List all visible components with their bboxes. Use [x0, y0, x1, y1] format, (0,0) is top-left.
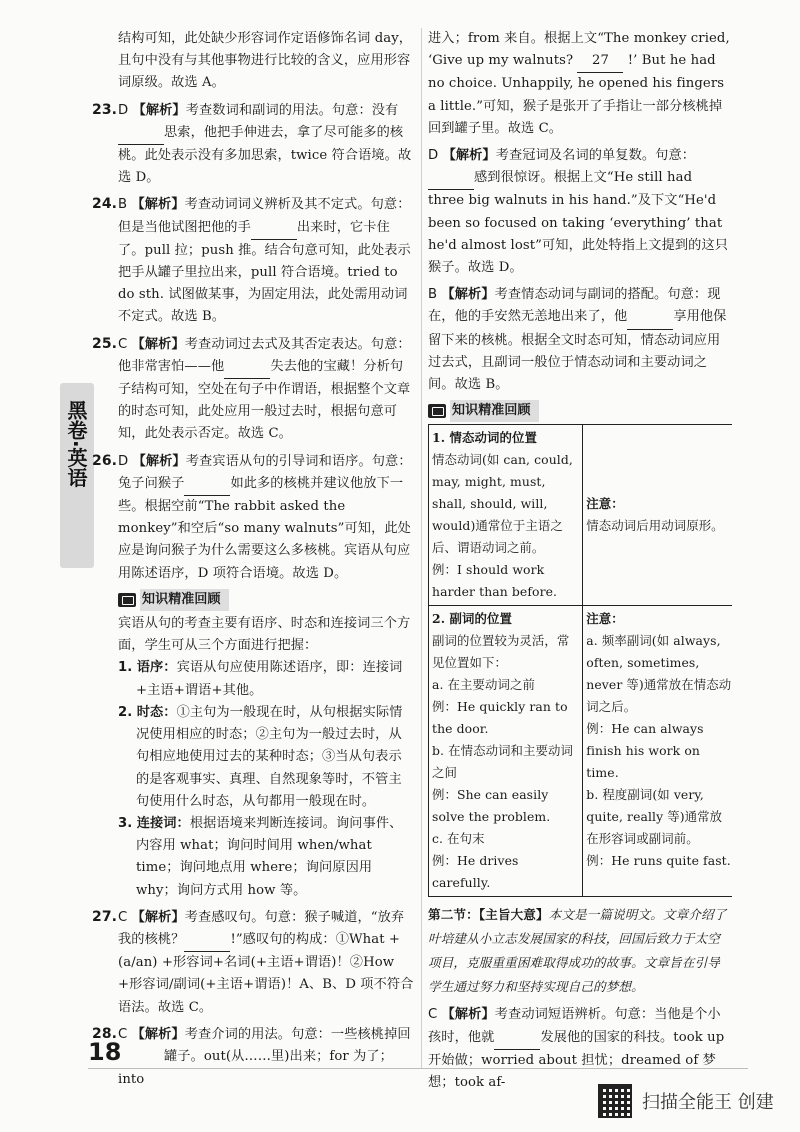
analysis-text: 出来时，它卡住了。pull 拉；push 推。结合句意可知，此处表示把手从罐子里拉出来，pull 符合语境。tried to do sth. 试图做某事，为固定用法，此处需用动词不定式。故选 B。: [118, 219, 411, 325]
review-points: [118, 657, 414, 901]
blank: [184, 929, 230, 952]
point-text: ①主句为一般现在时，从句根据实际情况使用相应的时态；②主句为一般过去时，从句相应地使用过去的某种时态；③当从句表示的是客观事实、真理、自然现象等时，不管主句使用什么时态，从句都用一般现在时。: [136, 704, 403, 809]
analysis-text: 享用他保留下来的核桃。根据全文时态可知，情态动词应用过去式，且副词一般位于情态动词和主要动词之间。故选 B。: [428, 309, 727, 393]
cell-text: c. 在句末: [432, 831, 485, 847]
continued-text: 结构可知，此处缺少形容词作定语修饰名词 day，且句中没有与其他事物进行比较的含义，应用形容词原级。故选 A。: [118, 31, 413, 91]
answer-letter: C: [118, 909, 128, 925]
point-heading: 连接词：: [136, 815, 190, 831]
answer-30: [428, 283, 732, 396]
knowledge-review-header: [118, 589, 414, 611]
cell-title: 2. 副词的位置: [432, 611, 513, 627]
cell-title: 1. 情态动词的位置: [432, 430, 537, 446]
answer-29: [428, 144, 732, 279]
point-text: 根据语境来判断连接词。询问事件、内容用 what；询问时间用 when/what time；询问地点用 where；询问原因用 why；询问方式用 how 等。: [136, 815, 403, 898]
analysis-text: !”感叹句的构成：①What + (a/an) +形容词+名词(+主语+谓语)！②How +形容词/副词(+主语+谓语)！A、B、D 项不符合语法。故选 C。: [118, 931, 414, 1015]
analysis-text: 失去他的宝藏！分析句子结构可知，空处在句子中作谓语，根据整个文章的时态可知，此处应用一般过去时，根据句意可知，此处表示否定。故选 C。: [118, 358, 411, 442]
cell-text: 情态动词后用动词原形。: [586, 518, 724, 534]
answer-31: [428, 1003, 732, 1094]
cell-text: b. 程度副词(如 very, quite, really 等)通常放在形容词或副词前。: [586, 787, 723, 847]
qr-code-icon: [598, 1084, 632, 1118]
cell-example: 例：He quickly ran to the door.: [432, 699, 568, 737]
cell-text: 副词的位置较为灵活，常见位置如下：: [432, 633, 570, 671]
analysis-text: 考查动词短语辨析。句意：当他是个小孩时，他就: [428, 1007, 721, 1045]
analysis-text: 考查介词的用法。句意：一些核桃掉回: [184, 1026, 411, 1042]
analysis-text: 考查冠词及名词的单复数。句意：: [495, 148, 696, 164]
answer-letter: C: [118, 336, 128, 352]
blank: [118, 1046, 164, 1069]
cell-text: 情态动词(如 can, could, may, might, must, shall, should, will, would)通常位于主语之后、谓语动词之前。: [432, 452, 573, 556]
table-cell: [429, 606, 583, 897]
analysis-text: 考查情态动词与副词的搭配。句意：现在，他的手安然无恙地出来了，他: [428, 287, 721, 325]
point-heading: 时态：: [136, 704, 177, 720]
review-point: [118, 657, 414, 701]
analysis-tag: 【解析】: [441, 287, 495, 303]
column-divider: [421, 28, 422, 1068]
cell-text: a. 在主要动词之前: [432, 677, 535, 693]
answer-letter: D: [428, 148, 439, 164]
answer-24: [92, 193, 414, 328]
analysis-tag: 【解析】: [131, 909, 185, 925]
note-title: 注意：: [586, 611, 624, 627]
answer-letter: B: [428, 287, 438, 303]
summary-text: 本文是一篇说明文。文章介绍了叶培建从小立志发展国家的科技，回国后致力于太空项目，克服重重困难取得成功的故事。文章旨在引导学生通过努力和坚持实现自己的梦想。: [428, 907, 727, 995]
analysis-tag: 【解析】: [131, 1026, 185, 1042]
knowledge-table: [428, 424, 732, 897]
cell-example: 例：She can easily solve the problem.: [432, 787, 551, 825]
analysis-text: 考查动词词义辨析及其不定式。句意：但是当他试图把他的手: [118, 197, 411, 235]
table-row: [429, 425, 733, 606]
point-number: 2.: [118, 704, 133, 720]
table-cell: [429, 425, 583, 606]
table-cell: [583, 606, 732, 897]
analysis-text: 如此多的核桃并建议他放下一些。根据空前“The rabbit asked the monkey”和空后“so many walnuts”可知，此处应是询问猴子为什么需要这么多核桃。宾语从句应用陈述语序，D 项符合语境。故选 D。: [118, 475, 411, 581]
point-number: 3.: [118, 815, 133, 831]
cell-example: 例：He drives carefully.: [432, 853, 519, 891]
blank: [184, 473, 230, 496]
analysis-text: 考查宾语从句的引导词和语序。句意：兔子问猴子: [118, 453, 412, 491]
answer-27: [92, 906, 414, 1019]
knowledge-review-header: [428, 400, 732, 422]
knowledge-review-title: 知识精准回顾: [450, 400, 539, 422]
blank: [251, 217, 297, 240]
scanner-watermark: [598, 1084, 774, 1118]
analysis-text: 考查动词过去式及其否定表达。句意：他非常害怕——他: [118, 336, 411, 374]
footer-rule: [88, 1068, 748, 1069]
passage-summary: [428, 903, 732, 999]
page-number: 18: [88, 1038, 122, 1066]
cell-text: b. 在情态动词和主要动词之间: [432, 743, 574, 781]
continued-text: [428, 28, 732, 140]
cell-example: 例：I should work harder than before.: [432, 562, 558, 600]
point-text: 宾语从句应使用陈述语序，即：连接词+主语+谓语+其他。: [136, 660, 403, 698]
table-cell: [583, 425, 732, 606]
answer-letter: B: [118, 197, 128, 213]
analysis-tag: 【解析】: [131, 336, 185, 352]
summary-label: 第二节：【主旨大意】: [428, 907, 549, 923]
question-number: 24.: [92, 196, 118, 213]
analysis-tag: 【解析】: [442, 148, 496, 164]
answer-23: [92, 99, 414, 190]
analysis-tag: 【解析】: [441, 1007, 495, 1023]
analysis-text: 罐子。out(从……里)出来；for 为了；into: [118, 1048, 393, 1088]
note-title: 注意：: [586, 496, 624, 512]
blank: [224, 356, 270, 379]
question-number: 25.: [92, 335, 118, 352]
blank: [428, 167, 474, 190]
blank: [627, 306, 673, 329]
analysis-text: 思索，他把手伸进去，拿了尽可能多的核桃。此处表示没有多加思索，twice 符合语境。故选 D。: [118, 124, 412, 186]
question-number: 26.: [92, 452, 118, 469]
cell-text: a. 频率副词(如 always, often, sometimes, never 等)通常放在情态动词之后。: [586, 633, 732, 715]
answer-letter: C: [428, 1007, 438, 1023]
analysis-tag: 【解析】: [131, 197, 185, 213]
cell-example: 例：He runs quite fast.: [586, 853, 731, 869]
table-row: [429, 606, 733, 897]
knowledge-review-title: 知识精准回顾: [140, 589, 229, 611]
analysis-text: 感到很惊讶。根据上文“He still had three big walnuts in his hand.”及下文“He'd been so focused on taking ‘everything’ that he'd almost lost”可知，此处特指上文提到的这只猴子。故选 D。: [428, 170, 729, 276]
answer-26: [92, 450, 414, 585]
side-tab-label: 黑卷·英语: [64, 400, 88, 488]
cell-example: 例：He can always finish his work on time.: [586, 721, 704, 781]
question-number: 28.: [92, 1025, 118, 1042]
question-number: 23.: [92, 101, 118, 118]
point-heading: 语序：: [136, 660, 177, 676]
book-icon: [428, 404, 446, 418]
analysis-text: !’ But he had no choice. Unhappily, he opened his fingers a little.”可知，猴子是张开了手指让一部分核桃掉回到罐子里。故选 C。: [428, 53, 725, 136]
right-column: [428, 28, 732, 1098]
answer-letter: C: [118, 1026, 128, 1042]
analysis-text: 进入；from 来自。根据上文“The monkey cried, ‘Give up my walnuts?: [428, 31, 730, 69]
review-point: [118, 813, 414, 902]
review-point: [118, 702, 414, 813]
analysis-tag: 【解析】: [132, 102, 186, 118]
blank-27: 27: [577, 50, 623, 73]
blank: [118, 122, 164, 145]
blank: [494, 1027, 540, 1050]
analysis-tag: 【解析】: [132, 453, 186, 469]
watermark-text: 扫描全能王 创建: [642, 1092, 774, 1113]
point-number: 1.: [118, 660, 133, 676]
answer-letter: D: [118, 453, 129, 469]
answer-25: [92, 333, 414, 446]
analysis-text: 考查数词和副词的用法。句意：没有: [185, 102, 399, 118]
question-number: 27.: [92, 908, 118, 925]
answer-letter: D: [118, 102, 129, 118]
book-icon: [118, 593, 136, 607]
analysis-text: 考查感叹句。句意：猴子喊道，“放弃我的核桃？: [118, 909, 405, 947]
review-intro: 宾语从句的考查主要有语序、时态和连接词三个方面，学生可从三个方面进行把握：: [118, 616, 411, 654]
analysis-text: 发展他的国家的科技。took up 开始做；worried about 担忧；dreamed of 梦想；took af-: [428, 1029, 725, 1091]
